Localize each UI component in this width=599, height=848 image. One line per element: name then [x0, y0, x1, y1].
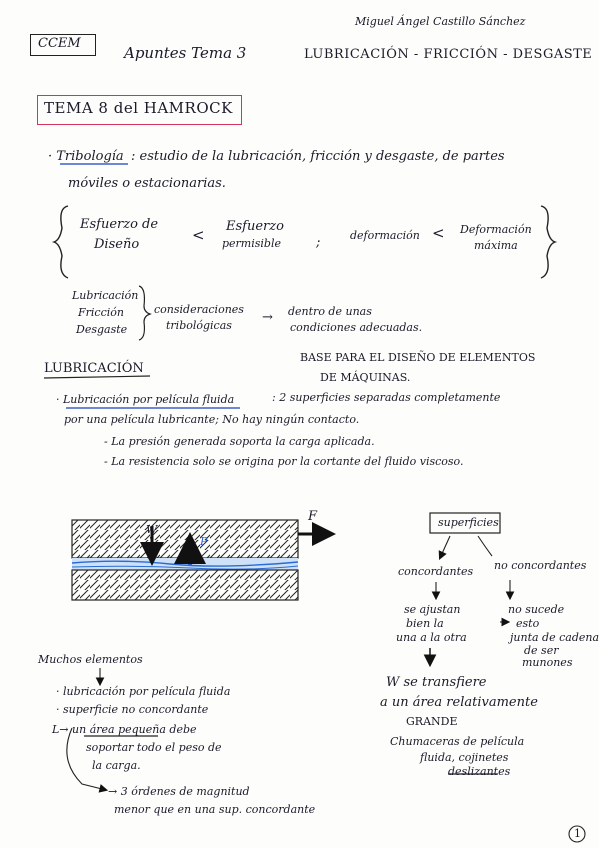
deformation: deformación	[350, 229, 420, 242]
elements-b3-rest: debe	[169, 723, 197, 736]
elements-b3-prefix: L→	[52, 723, 69, 736]
upper-surface	[72, 520, 298, 558]
notes-title: Apuntes Tema 3	[124, 44, 247, 62]
film-point-1: - La presión generada soporta la carga aplicada.	[104, 435, 375, 448]
film-def-line2: por una película lubricante; No hay ningún contacto.	[64, 413, 360, 426]
elements-b3-line2: soportar todo el peso de	[86, 741, 222, 754]
elements-b4-line2: menor que en una sup. concordante	[114, 803, 316, 816]
film-term: · Lubricación por película fluida	[56, 393, 235, 406]
author-name: Miguel Ángel Castillo Sánchez	[355, 15, 526, 28]
w-line-5: fluida, cojinetes	[420, 751, 509, 764]
less-than-2: <	[432, 224, 445, 242]
considerations-bracket	[139, 286, 150, 340]
consideration-middle-2: tribológicas	[166, 319, 232, 332]
tribology-def-line2: móviles o estacionarias.	[68, 176, 226, 191]
tribology-def-line1: : estudio de la lubricación, fricción y desgaste, de partes	[131, 149, 505, 164]
elements-b1: · lubricación por película fluida	[56, 685, 231, 698]
right-note-1: no sucede	[508, 603, 565, 616]
surfaces-root: superficies	[438, 516, 499, 529]
deformation-max-1: Deformación	[460, 223, 532, 236]
consideration-item-1: Lubricación	[72, 289, 139, 302]
w-line-2: a un área relativamente	[380, 695, 538, 710]
elements-b3-term: un área pequeña	[72, 723, 166, 736]
right-note-4: de ser	[524, 644, 559, 657]
label-p: P	[200, 535, 208, 548]
left-curly-brace	[54, 206, 68, 278]
base-line-1: BASE PARA EL DISEÑO DE ELEMENTOS	[300, 351, 536, 364]
lubrication-heading: LUBRICACIÓN	[44, 361, 144, 376]
elements-b3-line3: la carga.	[92, 759, 141, 772]
film-def-line1: : 2 superficies separadas completamente	[272, 391, 501, 404]
stress-design-2: Diseño	[94, 237, 140, 252]
consideration-item-3: Desgaste	[76, 323, 128, 336]
right-note-2: esto	[516, 617, 540, 630]
film-bearing-diagram	[72, 520, 330, 600]
consideration-middle-1: consideraciones	[154, 303, 244, 316]
left-note-1: se ajustan	[404, 603, 461, 616]
elements-title: Muchos elementos	[38, 653, 143, 666]
lubricacion-underline	[44, 376, 150, 378]
right-curly-brace	[541, 206, 555, 278]
left-note-3: una a la otra	[396, 631, 467, 644]
less-than-1: <	[192, 226, 205, 244]
elements-b4-line1: → 3 órdenes de magnitud	[108, 785, 250, 798]
w-line-3: GRANDE	[406, 715, 458, 728]
left-note-2: bien la	[406, 617, 444, 630]
surfaces-left: concordantes	[398, 565, 474, 578]
stress-design-1: Esfuerzo de	[80, 217, 159, 232]
stress-perm-1: Esfuerzo	[226, 219, 284, 234]
w-line-4: Chumaceras de película	[390, 735, 525, 748]
tribology-term: · Tribología	[48, 149, 124, 164]
deformation-max-2: máxima	[474, 239, 518, 252]
surfaces-right: no concordantes	[494, 559, 587, 572]
consideration-item-2: Fricción	[78, 306, 124, 319]
label-w: W	[146, 523, 158, 536]
consideration-right-2: condiciones adecuadas.	[290, 321, 423, 334]
lower-surface	[72, 570, 298, 600]
w-line-6: deslizantes	[448, 765, 511, 778]
semicolon: ;	[316, 235, 321, 250]
elements-b3	[52, 724, 197, 735]
label-f: F	[308, 509, 318, 524]
film-point-2: - La resistencia solo se origina por la cortante del fluido viscoso.	[104, 455, 464, 468]
page-number: 1	[574, 827, 581, 840]
stress-perm-2: permisible	[222, 237, 281, 250]
consideration-arrow: →	[262, 310, 273, 325]
consideration-right-1: dentro de unas	[288, 305, 372, 318]
w-line-1: W se transfiere	[386, 675, 487, 690]
right-note-5: munones	[522, 656, 573, 669]
chapter-title: TEMA 8 del HAMROCK	[44, 99, 233, 117]
elements-b2: · superficie no concordante	[56, 703, 209, 716]
right-note-3: junta de cadena	[510, 631, 599, 644]
course-label: CCEM	[38, 36, 81, 51]
film-term-text: Lubricación por película fluida	[63, 393, 235, 406]
base-line-2: DE MÁQUINAS.	[320, 371, 411, 384]
tribology-term-text: Tribología	[56, 149, 124, 164]
topic-title: LUBRICACIÓN - FRICCIÓN - DESGASTE	[304, 47, 593, 62]
